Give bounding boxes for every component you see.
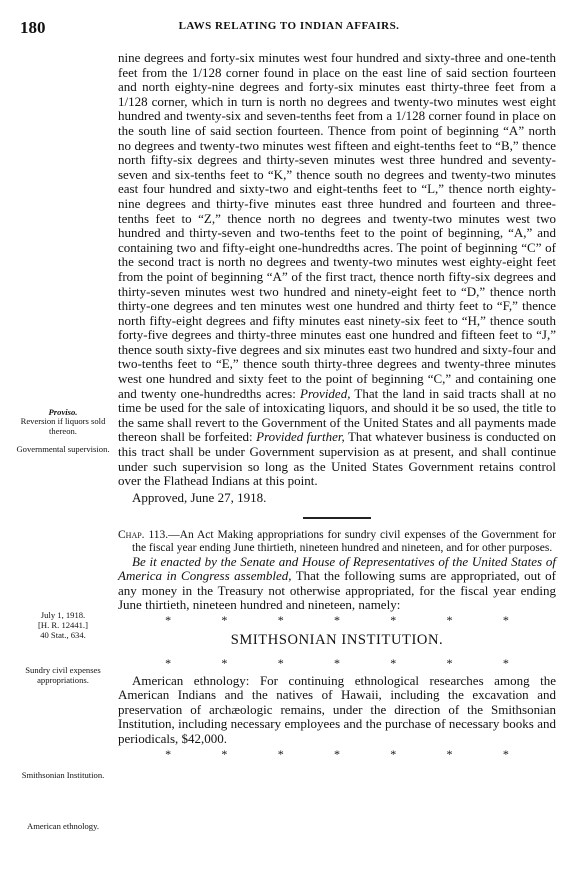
approved-line: Approved, June 27, 1918. xyxy=(132,489,267,505)
body-text-survey: nine degrees and forty-six minutes west four hundred and sixty-three and one-tenth feet from the 1/128 corner found in place on the east line of said section fourteen and north eighty-nine degrees and forty-six minutes east thirty-three feet from a 1/128 corner, which in turn is north no degrees and twenty-two minutes west eight hundred and twenty-six and seven-tenths feet from a 1/128 corner found in place on the south line of said section fourteen. Thence from point of beginning “A” north no degrees and twenty-two minutes west fifteen and eight-tenths feet to “B,” thence north fifty-six degrees and thirty-seven minutes west three hundred and seventy-seven and six-tenths feet to “K,” thence south no degrees and twenty-two minutes east four hundred and sixty-two and eight-tenths feet to “L,” thence north eighty-nine degrees and thirty-five minutes east three hundred and fourteen and three-tenths feet to “Z,” thence north no degrees and twenty-two minutes west two hundred and thirty-seven and two-tenths feet to the point of beginning, “A,” and containing two and fifty-eight one-hundredths acres. The point of beginning “C” of the second tract is north no degrees and twenty-two minutes west eighty-eight feet from the point of beginning “A” of the first tract, thence north fifty-six degrees and thirty-seven minutes west two hundred and ninety-eight feet to “D,” thence north thirty-one degrees and ten minutes west one hundred and thirty feet to “F,” thence north fifty-eight degrees and fifty minutes east ninety-six feet to “H,” thence south forty-five degrees and thirty-three minutes east one hundred and fifteen feet to “J,” thence south sixty-five degrees and six minutes east two hundred and sixty-four and two-tenths feet to “E,” thence south thirty-three degrees and twenty-three minutes west one hundred and sixty feet to the point of beginning “C,” and containing one and twenty one-hundredths acres: xyxy=(118,50,556,401)
main-text xyxy=(118,51,556,761)
margin-note-date: July 1, 1918. xyxy=(40,610,86,620)
section-heading: SMITHSONIAN INSTITUTION. xyxy=(230,631,444,648)
running-title: LAWS RELATING TO INDIAN AFFAIRS. xyxy=(178,20,400,32)
proviso-further: Provided further, xyxy=(256,429,345,445)
star: * xyxy=(390,612,397,627)
star: * xyxy=(277,655,284,670)
star: * xyxy=(502,746,509,761)
section-divider xyxy=(303,517,371,519)
star: * xyxy=(390,655,397,670)
chapter-label: Chap. 113. xyxy=(118,529,169,542)
body-text-reversion: That the land in said tracts shall at no time be used for the sale of intoxicating liquors, and should it be so used, the title to the same shall revert to the Government of the United States and all payments made thereon shall be forfeited: xyxy=(118,385,556,445)
star: * xyxy=(390,746,397,761)
star: * xyxy=(165,612,172,627)
body-text-supervision: That whatever business is conducted on this tract shall be under Government supervision as at present, and shall continue under such supervision so long as the United States Government retains control over the Flathead Indians at this point. xyxy=(118,429,557,489)
star: * xyxy=(446,655,453,670)
proviso-word: Provided, xyxy=(300,385,351,401)
star: * xyxy=(277,612,284,627)
margin-note-proviso: Proviso. xyxy=(48,407,78,417)
body-paragraph xyxy=(118,51,556,489)
star: * xyxy=(333,612,340,627)
star: * xyxy=(446,746,453,761)
star: * xyxy=(277,746,284,761)
margin-note-governmental-supervision: Governmental supervision. xyxy=(16,444,110,454)
enacting-clause xyxy=(118,555,556,613)
margin-note-bill: [H. R. 12441.] xyxy=(38,620,88,630)
star: * xyxy=(502,612,509,627)
star: * xyxy=(221,746,228,761)
margin-note-reversion: Reversion if liquors sold thereon. xyxy=(20,416,106,436)
star: * xyxy=(221,612,228,627)
enacting-formula: Be it enacted by the Senate and House of Representatives of the United States of America in Congress assembled, xyxy=(118,553,556,584)
ellipsis-stars xyxy=(118,613,556,627)
margin-note-ethnology: American ethnology. xyxy=(27,821,99,831)
star: * xyxy=(333,746,340,761)
margin-note-sundry-civil: Sundry civil expenses appropriations. xyxy=(25,665,101,685)
star: * xyxy=(502,655,509,670)
margin-note-smithsonian: Smithsonian Institution. xyxy=(21,770,105,780)
star: * xyxy=(446,612,453,627)
chapter-heading xyxy=(118,529,556,554)
page-number: 180 xyxy=(20,18,46,37)
ellipsis-stars xyxy=(118,656,556,670)
star: * xyxy=(165,746,172,761)
star: * xyxy=(165,655,172,670)
ellipsis-stars xyxy=(118,747,556,761)
star: * xyxy=(221,655,228,670)
star: * xyxy=(333,655,340,670)
chapter-title: —An Act Making appropriations for sundry civil expenses of the Government for the fiscal year ending June thirtieth, nineteen hundred and nineteen, and for other purposes. xyxy=(132,529,556,554)
enacting-text: That the following sums are appropriated, out of any money in the Treasury not otherwise appropriated, for the fiscal year ending June thirtieth, nineteen hundred and nineteen, namely: xyxy=(118,568,556,613)
margin-note-stat: 40 Stat., 634. xyxy=(40,630,86,640)
ethnology-paragraph: American ethnology: For continuing ethnological researches among the American Indians and the natives of Hawaii, including the excavation and preservation of archæologic remains, under the direction of the Smithsonian Institution, including necessary employees and the purchase of necessary books and periodicals, $42,000. xyxy=(118,672,556,746)
